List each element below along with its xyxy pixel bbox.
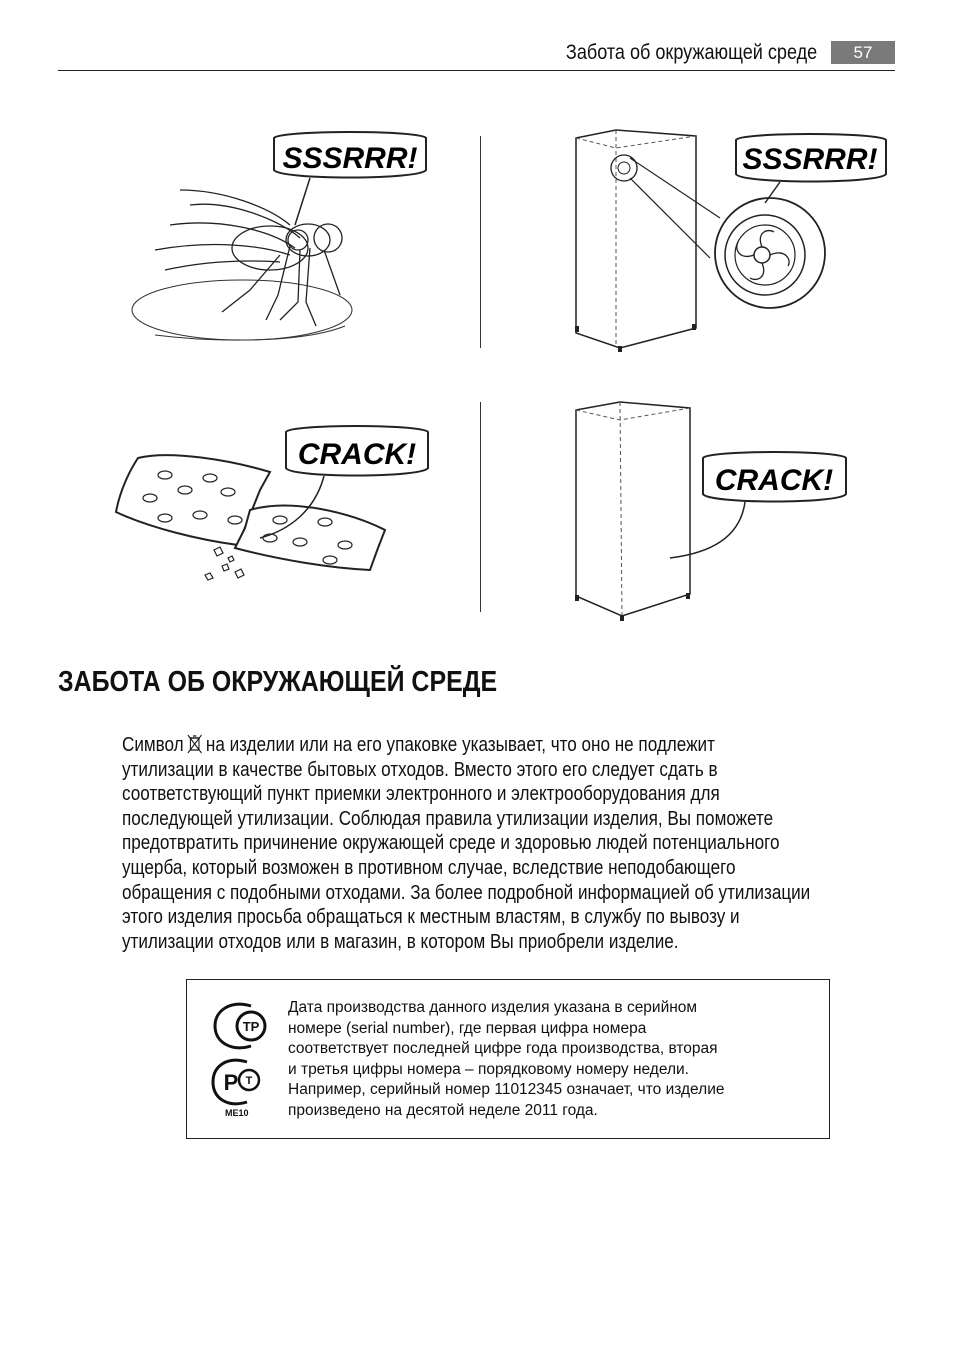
paragraph-line: утилизации отходов или в магазин, в котором Вы приобрели изделие.	[122, 930, 679, 953]
page-number: 57	[831, 41, 895, 64]
cabinet-illustration	[560, 398, 860, 628]
paragraph-line: последующей утилизации. Соблюдая правила утилизации изделия, Вы поможете	[122, 807, 774, 830]
info-line: Дата производства данного изделия указана в серийном	[288, 999, 698, 1016]
fly-sound-text: SSSRRR!	[282, 142, 418, 175]
fly-illustration	[130, 130, 440, 355]
certification-code: ME10	[225, 1108, 249, 1118]
cracker-sound-text: CRACK!	[297, 438, 417, 471]
line-start: Символ	[122, 734, 184, 756]
svg-text:Т: Т	[245, 1075, 253, 1087]
line-end: на изделии или на его упаковке указывает, что оно не подлежит	[205, 734, 715, 756]
disposal-paragraph	[122, 733, 892, 954]
page-header	[58, 40, 895, 70]
serial-number-explanation	[288, 998, 848, 1122]
svg-text:Р: Р	[223, 1070, 239, 1095]
serial-number-info-box	[186, 979, 830, 1139]
paragraph-line: соответствующий пункт приемки электронного и электрооборудования для	[122, 783, 720, 806]
paragraph-line	[122, 733, 892, 758]
certification-marks-icon	[211, 1000, 271, 1110]
section-title: ЗАБОТА ОБ ОКРУЖАЮЩЕЙ СРЕДЕ	[58, 666, 498, 698]
info-line: номере (serial number), где первая цифра номера	[288, 1019, 647, 1037]
illustration-divider-bottom	[480, 402, 481, 612]
paragraph-line: предотвратить причинение окружающей среде и здоровью людей потенциального	[122, 832, 780, 855]
svg-text:ТР: ТР	[242, 1019, 260, 1034]
info-line: и третья цифры номера – порядковому номеру недели.	[288, 1060, 689, 1078]
cracker-illustration	[110, 420, 440, 590]
paragraph-line: этого изделия просьба обращаться к местным властям, в службу по вывозу и	[122, 906, 740, 929]
header-divider	[58, 70, 895, 71]
fan-sound-text: SSSRRR!	[742, 143, 878, 176]
info-line: произведено на десятой неделе 2011 года.	[288, 1101, 598, 1119]
paragraph-line: утилизации в качестве бытовых отходов. Вместо этого его следует сдать в	[122, 758, 718, 781]
cabinet-sound-text: CRACK!	[714, 464, 834, 497]
info-line: Например, серийный номер 11012345 означает, что изделие	[288, 1081, 725, 1099]
info-line: соответствует последней цифре года производства, вторая	[288, 1040, 718, 1058]
paragraph-line: обращения с подобными отходами. За более подробной информацией об утилизации	[122, 881, 811, 904]
crossed-out-bin-icon	[187, 734, 202, 754]
paragraph-line: ущерба, который возможен в противном случае, вследствие неподобающего	[122, 856, 736, 879]
fridge-fan-illustration	[560, 128, 900, 358]
header-title: Забота об окружающей среде	[565, 41, 817, 64]
illustration-divider-top	[480, 136, 481, 348]
